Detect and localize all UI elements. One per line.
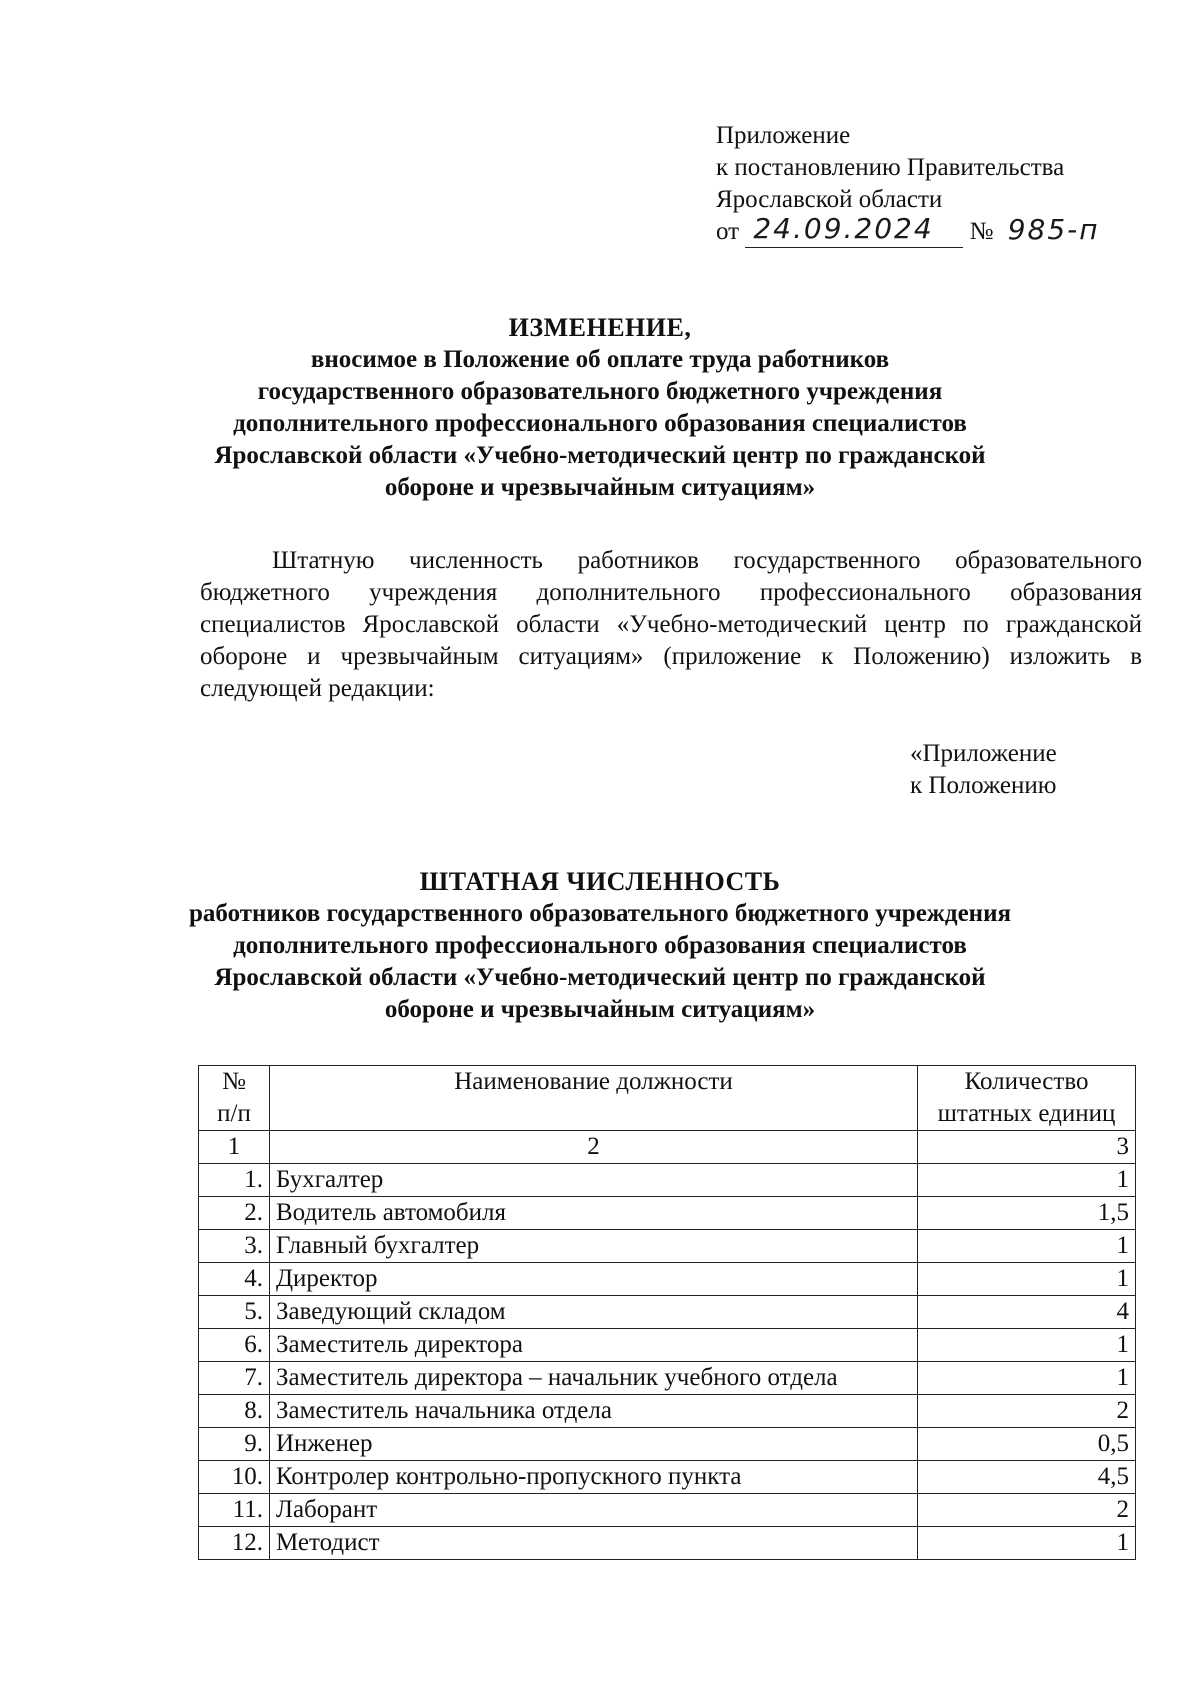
table-row bbox=[199, 1461, 1136, 1494]
change-title-line: вносимое в Положение об оплате труда работников bbox=[310, 346, 890, 373]
appendix2-line: «Приложение bbox=[910, 740, 1057, 767]
row-position-name: Контролер контрольно-пропускного пункта bbox=[270, 1461, 918, 1494]
row-number: 3. bbox=[199, 1230, 270, 1263]
date-prefix: от bbox=[716, 218, 740, 245]
table-row bbox=[199, 1296, 1136, 1329]
appendix-block bbox=[716, 120, 1146, 248]
body-paragraph bbox=[200, 545, 1142, 705]
appendix2-line: к Положению bbox=[910, 772, 1057, 799]
change-title-line: Ярославской области «Учебно-методический центр по гражданской bbox=[214, 442, 986, 469]
row-position-name: Заместитель директора bbox=[270, 1329, 918, 1362]
row-number: 8. bbox=[199, 1395, 270, 1428]
row-quantity: 4 bbox=[918, 1296, 1136, 1329]
header-number bbox=[199, 1066, 270, 1131]
change-title bbox=[150, 312, 1050, 504]
row-number: 11. bbox=[199, 1494, 270, 1527]
row-position-name: Заместитель начальника отдела bbox=[270, 1395, 918, 1428]
staff-table bbox=[198, 1065, 1136, 1560]
row-number: 9. bbox=[199, 1428, 270, 1461]
change-title-line: дополнительного профессионального образования специалистов bbox=[233, 410, 967, 437]
row-number: 4. bbox=[199, 1263, 270, 1296]
staff-title-line: обороне и чрезвычайным ситуациям» bbox=[384, 996, 816, 1023]
row-position-name: Лаборант bbox=[270, 1494, 918, 1527]
row-number: 10. bbox=[199, 1461, 270, 1494]
table-row bbox=[199, 1197, 1136, 1230]
row-quantity: 2 bbox=[918, 1494, 1136, 1527]
header-quantity-line: Количество bbox=[964, 1068, 1089, 1095]
row-quantity: 1 bbox=[918, 1329, 1136, 1362]
appendix-date-line bbox=[716, 212, 1146, 248]
table-row bbox=[199, 1428, 1136, 1461]
row-quantity: 1 bbox=[918, 1527, 1136, 1560]
row-position-name: Главный бухгалтер bbox=[270, 1230, 918, 1263]
row-quantity: 4,5 bbox=[918, 1461, 1136, 1494]
row-quantity: 1 bbox=[918, 1362, 1136, 1395]
handwritten-date: 24.09.2024 bbox=[753, 212, 934, 245]
row-number: 1. bbox=[199, 1164, 270, 1197]
header-position: Наименование должности bbox=[270, 1066, 918, 1131]
row-position-name: Инженер bbox=[270, 1428, 918, 1461]
table-row bbox=[199, 1527, 1136, 1560]
index-cell: 2 bbox=[270, 1131, 918, 1164]
row-position-name: Заведующий складом bbox=[270, 1296, 918, 1329]
index-cell: 3 bbox=[918, 1131, 1136, 1164]
row-position-name: Директор bbox=[270, 1263, 918, 1296]
header-number-line: № bbox=[222, 1068, 246, 1095]
number-prefix: № bbox=[969, 218, 994, 245]
header-quantity-line: штатных единиц bbox=[937, 1100, 1116, 1127]
header-quantity bbox=[918, 1066, 1136, 1131]
row-quantity: 0,5 bbox=[918, 1428, 1136, 1461]
table-index-row bbox=[199, 1131, 1136, 1164]
row-position-name: Заместитель директора – начальник учебного отдела bbox=[270, 1362, 918, 1395]
row-number: 2. bbox=[199, 1197, 270, 1230]
appendix-line: Приложение bbox=[716, 122, 851, 149]
row-quantity: 1 bbox=[918, 1164, 1136, 1197]
number-field bbox=[1000, 213, 1140, 248]
table-header-row bbox=[199, 1066, 1136, 1131]
body-text: Штатную численность работников государственного образовательного бюджетного учреждения дополнительного профессионального образования специалистов Ярославской области «Учебно-методический центр по гражданской обороне и чрезвычайным ситуациям» (приложение к Положению) изложить в следующей редакции: bbox=[200, 547, 1142, 702]
change-title-line: государственного образовательного бюджетного учреждения bbox=[257, 378, 943, 405]
table-row bbox=[199, 1263, 1136, 1296]
row-number: 7. bbox=[199, 1362, 270, 1395]
staff-title-line: Ярославской области «Учебно-методический центр по гражданской bbox=[214, 964, 986, 991]
table-row bbox=[199, 1395, 1136, 1428]
row-quantity: 1 bbox=[918, 1263, 1136, 1296]
row-position-name: Бухгалтер bbox=[270, 1164, 918, 1197]
appendix2-block bbox=[910, 738, 1170, 802]
staff-heading: ШТАТНАЯ ЧИСЛЕННОСТЬ bbox=[419, 867, 781, 896]
appendix-line: Ярославской области bbox=[716, 186, 943, 213]
row-quantity: 2 bbox=[918, 1395, 1136, 1428]
staff-title-line: работников государственного образовательного бюджетного учреждения bbox=[189, 900, 1011, 927]
table-body bbox=[199, 1164, 1136, 1560]
table-row bbox=[199, 1164, 1136, 1197]
table-row bbox=[199, 1329, 1136, 1362]
row-position-name: Методист bbox=[270, 1527, 918, 1560]
staff-title-line: дополнительного профессионального образования специалистов bbox=[233, 932, 967, 959]
header-number-line: п/п bbox=[217, 1100, 251, 1127]
row-position-name: Водитель автомобиля bbox=[270, 1197, 918, 1230]
table-row bbox=[199, 1494, 1136, 1527]
change-heading: ИЗМЕНЕНИЕ, bbox=[508, 313, 692, 342]
row-quantity: 1 bbox=[918, 1230, 1136, 1263]
appendix-line: к постановлению Правительства bbox=[716, 154, 1065, 181]
row-number: 5. bbox=[199, 1296, 270, 1329]
staff-title bbox=[150, 866, 1050, 1026]
table-row bbox=[199, 1230, 1136, 1263]
handwritten-number: 985-п bbox=[1007, 213, 1100, 246]
row-quantity: 1,5 bbox=[918, 1197, 1136, 1230]
table-row bbox=[199, 1362, 1136, 1395]
row-number: 12. bbox=[199, 1527, 270, 1560]
index-cell: 1 bbox=[199, 1131, 270, 1164]
change-title-line: обороне и чрезвычайным ситуациям» bbox=[384, 474, 816, 501]
row-number: 6. bbox=[199, 1329, 270, 1362]
date-field bbox=[745, 212, 963, 248]
